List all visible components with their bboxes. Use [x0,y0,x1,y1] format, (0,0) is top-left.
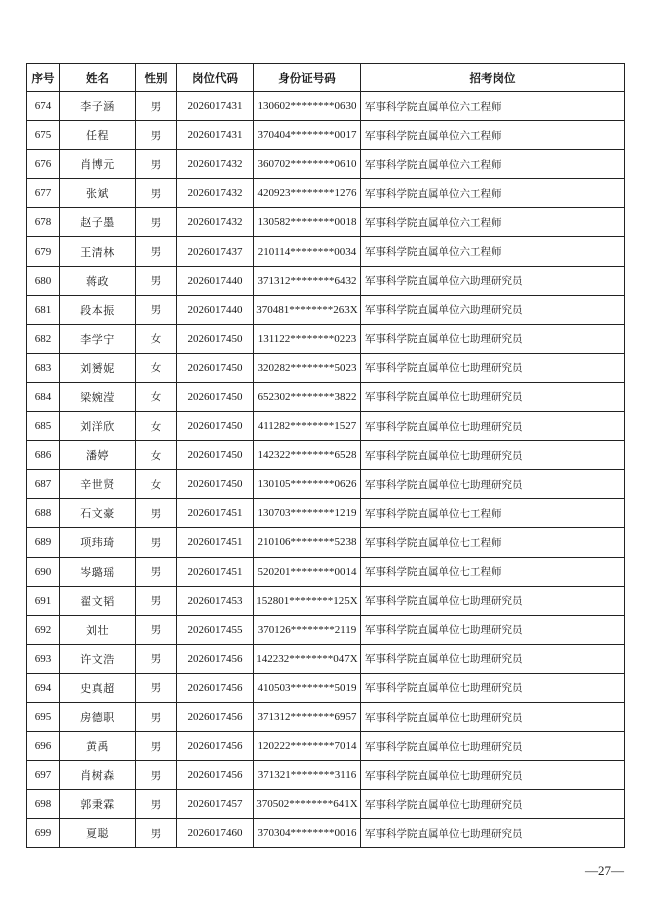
cell-post-code: 2026017431 [177,92,254,121]
cell-id-number: 411282********1527 [254,412,361,441]
cell-post: 军事科学院直属单位六工程师 [361,150,625,179]
cell-name: 翟文韬 [60,586,136,615]
table-row [27,470,625,499]
cell-id-number: 130703********1219 [254,499,361,528]
cell-post: 军事科学院直属单位七助理研究员 [361,353,625,382]
cell-post: 军事科学院直属单位七助理研究员 [361,324,625,353]
cell-seq: 695 [27,702,60,731]
cell-seq: 680 [27,266,60,295]
cell-name: 岑璐瑶 [60,557,136,586]
cell-seq: 676 [27,150,60,179]
cell-id-number: 652302********3822 [254,382,361,411]
cell-name: 肖树森 [60,761,136,790]
cell-id-number: 370404********0017 [254,121,361,150]
cell-name: 辛世贤 [60,470,136,499]
table-row [27,557,625,586]
cell-id-number: 371321********3116 [254,761,361,790]
cell-seq: 697 [27,761,60,790]
cell-name: 段本振 [60,295,136,324]
cell-post-code: 2026017440 [177,266,254,295]
cell-sex: 男 [136,295,177,324]
cell-sex: 男 [136,557,177,586]
table-row [27,150,625,179]
cell-sex: 男 [136,790,177,819]
cell-seq: 681 [27,295,60,324]
cell-sex: 女 [136,353,177,382]
cell-post-code: 2026017431 [177,121,254,150]
cell-id-number: 370481********263X [254,295,361,324]
cell-sex: 男 [136,121,177,150]
cell-post-code: 2026017456 [177,644,254,673]
cell-id-number: 130582********0018 [254,208,361,237]
table-row [27,237,625,266]
cell-id-number: 120222********7014 [254,732,361,761]
cell-sex: 男 [136,179,177,208]
table-row [27,295,625,324]
cell-post: 军事科学院直属单位七工程师 [361,499,625,528]
table-row [27,353,625,382]
cell-seq: 694 [27,673,60,702]
cell-post: 军事科学院直属单位七工程师 [361,557,625,586]
cell-post-code: 2026017456 [177,732,254,761]
cell-id-number: 370502********641X [254,790,361,819]
cell-seq: 679 [27,237,60,266]
cell-post-code: 2026017432 [177,150,254,179]
cell-name: 黄禹 [60,732,136,761]
table-row [27,92,625,121]
cell-seq: 699 [27,819,60,848]
cell-sex: 男 [136,586,177,615]
cell-seq: 696 [27,732,60,761]
cell-post: 军事科学院直属单位七助理研究员 [361,470,625,499]
table-row [27,528,625,557]
cell-post: 军事科学院直属单位六工程师 [361,92,625,121]
cell-sex: 男 [136,761,177,790]
table-row [27,819,625,848]
header-sex: 性别 [136,64,177,92]
table-row [27,615,625,644]
cell-seq: 698 [27,790,60,819]
cell-sex: 男 [136,702,177,731]
header-name: 姓名 [60,64,136,92]
cell-post-code: 2026017460 [177,819,254,848]
candidate-table [26,63,625,848]
cell-id-number: 371312********6432 [254,266,361,295]
table-row [27,382,625,411]
cell-id-number: 370126********2119 [254,615,361,644]
cell-post: 军事科学院直属单位七工程师 [361,528,625,557]
table-row [27,499,625,528]
cell-post-code: 2026017453 [177,586,254,615]
cell-post: 军事科学院直属单位七助理研究员 [361,382,625,411]
cell-post-code: 2026017450 [177,382,254,411]
table-row [27,761,625,790]
cell-post-code: 2026017456 [177,702,254,731]
cell-sex: 女 [136,382,177,411]
cell-post-code: 2026017456 [177,761,254,790]
cell-id-number: 152801********125X [254,586,361,615]
cell-post-code: 2026017457 [177,790,254,819]
cell-post-code: 2026017437 [177,237,254,266]
header-id-number: 身份证号码 [254,64,361,92]
cell-name: 刘洋欣 [60,412,136,441]
header-post-code: 岗位代码 [177,64,254,92]
cell-name: 史真超 [60,673,136,702]
cell-id-number: 360702********0610 [254,150,361,179]
cell-sex: 男 [136,208,177,237]
cell-name: 夏聪 [60,819,136,848]
cell-post-code: 2026017456 [177,673,254,702]
cell-post: 军事科学院直属单位七助理研究员 [361,412,625,441]
header-seq: 序号 [27,64,60,92]
cell-post: 军事科学院直属单位七助理研究员 [361,819,625,848]
cell-sex: 女 [136,412,177,441]
cell-name: 李子涵 [60,92,136,121]
table-row [27,441,625,470]
cell-sex: 男 [136,237,177,266]
cell-name: 潘婷 [60,441,136,470]
cell-post-code: 2026017455 [177,615,254,644]
cell-post: 军事科学院直属单位六工程师 [361,208,625,237]
table-row [27,266,625,295]
table-row [27,732,625,761]
cell-seq: 690 [27,557,60,586]
cell-id-number: 370304********0016 [254,819,361,848]
cell-post-code: 2026017450 [177,353,254,382]
cell-seq: 674 [27,92,60,121]
cell-name: 任程 [60,121,136,150]
page-number: —27— [585,863,624,878]
cell-post-code: 2026017440 [177,295,254,324]
cell-seq: 692 [27,615,60,644]
cell-seq: 689 [27,528,60,557]
cell-post-code: 2026017450 [177,324,254,353]
table-row [27,121,625,150]
table-row [27,702,625,731]
cell-post-code: 2026017432 [177,208,254,237]
cell-seq: 691 [27,586,60,615]
cell-name: 刘赟妮 [60,353,136,382]
cell-name: 肖博元 [60,150,136,179]
table-row [27,412,625,441]
cell-post-code: 2026017450 [177,441,254,470]
table-row [27,208,625,237]
cell-name: 石文豪 [60,499,136,528]
cell-sex: 男 [136,266,177,295]
cell-sex: 女 [136,441,177,470]
cell-post: 军事科学院直属单位七助理研究员 [361,615,625,644]
cell-seq: 693 [27,644,60,673]
table-row [27,324,625,353]
cell-name: 李学宁 [60,324,136,353]
table-row [27,644,625,673]
cell-seq: 678 [27,208,60,237]
cell-seq: 687 [27,470,60,499]
cell-sex: 男 [136,528,177,557]
table-header [27,64,625,92]
table-row [27,586,625,615]
table-body [27,92,625,848]
cell-sex: 女 [136,470,177,499]
cell-post-code: 2026017451 [177,499,254,528]
cell-id-number: 320282********5023 [254,353,361,382]
table-row [27,790,625,819]
cell-post-code: 2026017432 [177,179,254,208]
cell-name: 蒋政 [60,266,136,295]
cell-seq: 688 [27,499,60,528]
cell-sex: 男 [136,615,177,644]
cell-sex: 女 [136,324,177,353]
cell-post: 军事科学院直属单位七助理研究员 [361,790,625,819]
cell-post-code: 2026017451 [177,557,254,586]
header-post: 招考岗位 [361,64,625,92]
cell-post: 军事科学院直属单位七助理研究员 [361,732,625,761]
cell-seq: 686 [27,441,60,470]
cell-name: 赵子墨 [60,208,136,237]
header-row [27,64,625,92]
cell-name: 郭秉霖 [60,790,136,819]
cell-post: 军事科学院直属单位六工程师 [361,237,625,266]
cell-seq: 683 [27,353,60,382]
cell-id-number: 420923********1276 [254,179,361,208]
cell-id-number: 210114********0034 [254,237,361,266]
cell-id-number: 410503********5019 [254,673,361,702]
cell-seq: 675 [27,121,60,150]
cell-post: 军事科学院直属单位七助理研究员 [361,673,625,702]
cell-id-number: 130602********0630 [254,92,361,121]
cell-post: 军事科学院直属单位七助理研究员 [361,644,625,673]
cell-sex: 男 [136,150,177,179]
cell-sex: 男 [136,819,177,848]
table-row [27,179,625,208]
cell-post-code: 2026017450 [177,412,254,441]
table-row [27,673,625,702]
cell-post: 军事科学院直属单位六工程师 [361,121,625,150]
cell-id-number: 520201********0014 [254,557,361,586]
cell-name: 张斌 [60,179,136,208]
cell-id-number: 142322********6528 [254,441,361,470]
cell-id-number: 131122********0223 [254,324,361,353]
cell-name: 许文浩 [60,644,136,673]
cell-post: 军事科学院直属单位七助理研究员 [361,441,625,470]
cell-post: 军事科学院直属单位六助理研究员 [361,295,625,324]
cell-post: 军事科学院直属单位七助理研究员 [361,586,625,615]
cell-post: 军事科学院直属单位六工程师 [361,179,625,208]
cell-seq: 682 [27,324,60,353]
cell-name: 房德职 [60,702,136,731]
cell-seq: 685 [27,412,60,441]
cell-sex: 男 [136,673,177,702]
cell-name: 项玮琦 [60,528,136,557]
cell-post: 军事科学院直属单位六助理研究员 [361,266,625,295]
cell-sex: 男 [136,499,177,528]
cell-seq: 684 [27,382,60,411]
cell-id-number: 371312********6957 [254,702,361,731]
cell-sex: 男 [136,732,177,761]
cell-post-code: 2026017450 [177,470,254,499]
cell-sex: 男 [136,644,177,673]
cell-name: 王清林 [60,237,136,266]
cell-name: 刘壮 [60,615,136,644]
cell-post-code: 2026017451 [177,528,254,557]
cell-id-number: 210106********5238 [254,528,361,557]
cell-id-number: 142232********047X [254,644,361,673]
cell-post: 军事科学院直属单位七助理研究员 [361,702,625,731]
cell-post: 军事科学院直属单位七助理研究员 [361,761,625,790]
cell-sex: 男 [136,92,177,121]
cell-name: 梁婉滢 [60,382,136,411]
cell-id-number: 130105********0626 [254,470,361,499]
cell-seq: 677 [27,179,60,208]
